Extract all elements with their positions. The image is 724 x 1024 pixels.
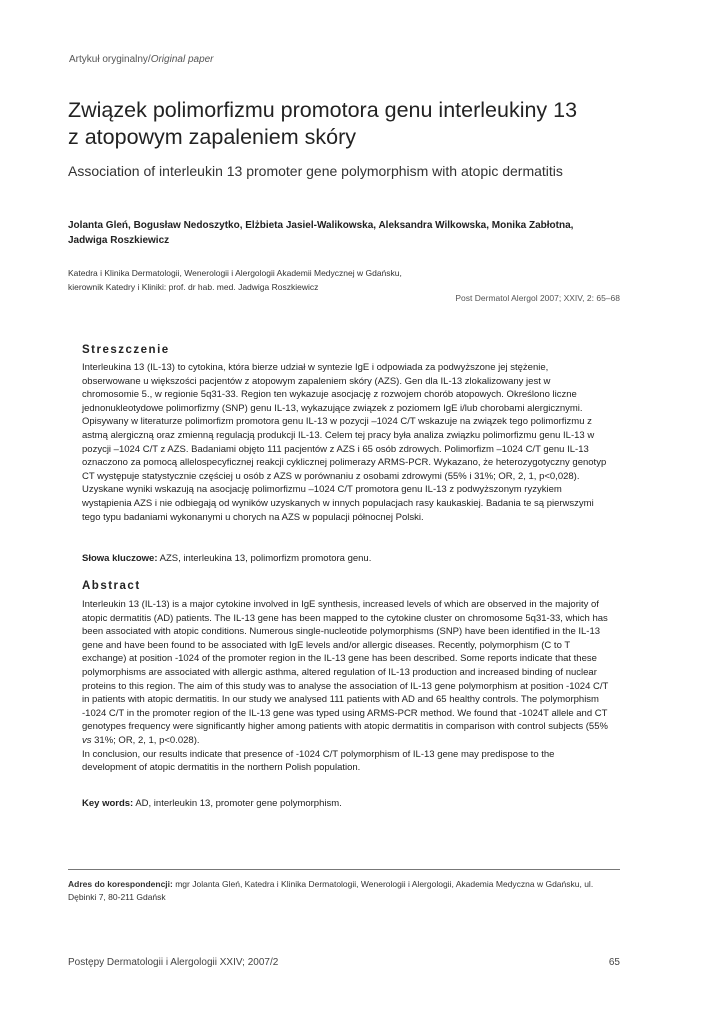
affiliation-line-2: kierownik Katedry i Kliniki: prof. dr hab. med. Jadwiga Roszkiewicz [68, 282, 319, 292]
article-type [69, 54, 214, 65]
key-words-label: Key words: [82, 798, 134, 809]
correspondence-text: mgr Jolanta Gleń, Katedra i Klinika Dermatologii, Wenerologii i Alergologii, Akademia Medyczna w Gdańsku, ul. Dębinki 7, 80-211 Gdańsk [68, 879, 594, 902]
abstract-text-part2: 31%; OR, 2, 1, p<0.028). [91, 734, 200, 746]
key-words-text: AD, interleukin 13, promoter gene polymorphism. [133, 798, 342, 809]
footer-page-number: 65 [608, 957, 620, 968]
abstract-text [82, 598, 609, 775]
title-line-2: z atopowym zapaleniem skóry [68, 125, 356, 149]
slowa-kluczowe [82, 553, 371, 564]
footnote-divider [68, 869, 620, 870]
paper-subtitle: Association of interleukin 13 promoter gene polymorphism with atopic dermatitis [68, 163, 563, 179]
abstract-conclusion: In conclusion, our results indicate that presence of -1024 C/T polymorphism of IL-13 gene may predispose to the development of atopic dermatitis in the northern Polish population. [82, 748, 555, 774]
key-words [82, 798, 342, 809]
citation: Post Dermatol Alergol 2007; XXIV, 2: 65–68 [455, 293, 620, 303]
affiliation [68, 266, 628, 294]
slowa-kluczowe-text: AZS, interleukina 13, polimorfizm promotora genu. [157, 553, 372, 564]
abstract-text-vs: vs [82, 734, 92, 746]
slowa-kluczowe-label: Słowa kluczowe: [82, 553, 158, 564]
affiliation-line-1: Katedra i Klinika Dermatologii, Wenerologii i Alergologii Akademii Medycznej w Gdańsku, [68, 268, 402, 278]
abstract-text-part1: Interleukin 13 (IL-13) is a major cytokine involved in IgE synthesis, increased levels of which are observed in the majority of atopic dermatitis (AD) patients. The IL-13 gene has been mapped to the cytokine cluster on chromosome 5q31-33, which has been associated with atopic conditions. Numerous single-nucleotide polymorphisms (SNP) have been identified in the IL-13 gene and have been found to be associated with IgE levels and/or allergic diseases. Recently, polymorphism (C to T exchange) at position -1024 of the promoter region in the IL-13 gene has been described. Some reports indicate that these polymorphisms are associated with allergic asthma, altered regulation of IL-13 production and increased binding of nuclear proteins to this region. The aim of this study was to analyse the association of IL-13 gene polymorphism at position -1024 C/T in patients with atopic dermatitis. In our study we analysed 111 patients with AD and 65 healthy controls. The polymorphism -1024 C/T in the promoter region of the IL-13 gene was typed using ARMS-PCR method. We found that -1024T allele and CT genotypes frequency were significantly higher among patients with atopic dermatitis in comparison with control subjects (55% [82, 599, 609, 733]
streszczenie-text: Interleukina 13 (IL-13) to cytokina, która bierze udział w syntezie IgE i odpowiada za podwyższone jej stężenie, obserwowane u większości pacjentów z atopowym zapaleniem skóry (AZS). Gen dla IL-13 zlokalizowany jest w chromosomie 5., w regionie 5q31-33. Region ten wykazuje asocjację z rozwojem chorób atopowych. Określono liczne jednonukleotydowe polimorfizmy (SNP) genu IL-13, wykazujące związek z poziomem IgE i/lub chorobami alergicznymi. Opisywany w literaturze polimorfizm promotora genu IL-13 w pozycji –1024 C/T wskazuje na związek tego polimorfizmu z astmą alergiczną oraz zmienną regulacją produkcji IL-13. Celem tej pracy była analiza związku polimorfizmu genu IL-13 w pozycji –1024 C/T z AZS. Badaniami objęto 111 pacjentów z AZS i 65 osób zdrowych. Polimorfizm –1024 C/T genu IL-13 oznaczono za pomocą allelospecyficznej reakcji cyklicznej polimerazy ARMS-PCR. Wykazano, że heterozygotyczny genotyp CT występuje statystycznie częściej u osób z AZS w porównaniu z osobami zdrowymi (55% i 31%; OR, 2, 1, p<0,028). Uzyskane wyniki wskazują na asocjację polimorfizmu –1024 C/T promotora genu IL-13 z podwyższonym ryzykiem wystąpienia AZS i nie odbiegają od wyników uzyskanych w innych populacjach rasy kaukaskiej. Badania te są pierwszymi tego typu badaniami wykonanymi u chorych na AZS w populacji północnej Polski. [82, 362, 607, 523]
authors-line-1: Jolanta Gleń, Bogusław Nedoszytko, Elżbieta Jasiel-Walikowska, Aleksandra Wilkowska, Monika Zabłotna, [68, 220, 574, 231]
correspondence [68, 878, 623, 904]
paper-title [68, 97, 668, 151]
footer-journal: Postępy Dermatologii i Alergologii XXIV; 2007/2 [68, 957, 279, 968]
article-type-en: Original paper [150, 54, 214, 65]
authors-line-2: Jadwiga Roszkiewicz [68, 235, 170, 246]
abstract-heading: Abstract [82, 580, 141, 592]
correspondence-label: Adres do korespondencji: [68, 879, 173, 889]
title-line-1: Związek polimorfizmu promotora genu interleukiny 13 [68, 98, 578, 122]
authors [68, 218, 628, 248]
streszczenie-heading: Streszczenie [82, 344, 170, 356]
article-type-pl: Artykuł oryginalny/ [69, 54, 151, 65]
